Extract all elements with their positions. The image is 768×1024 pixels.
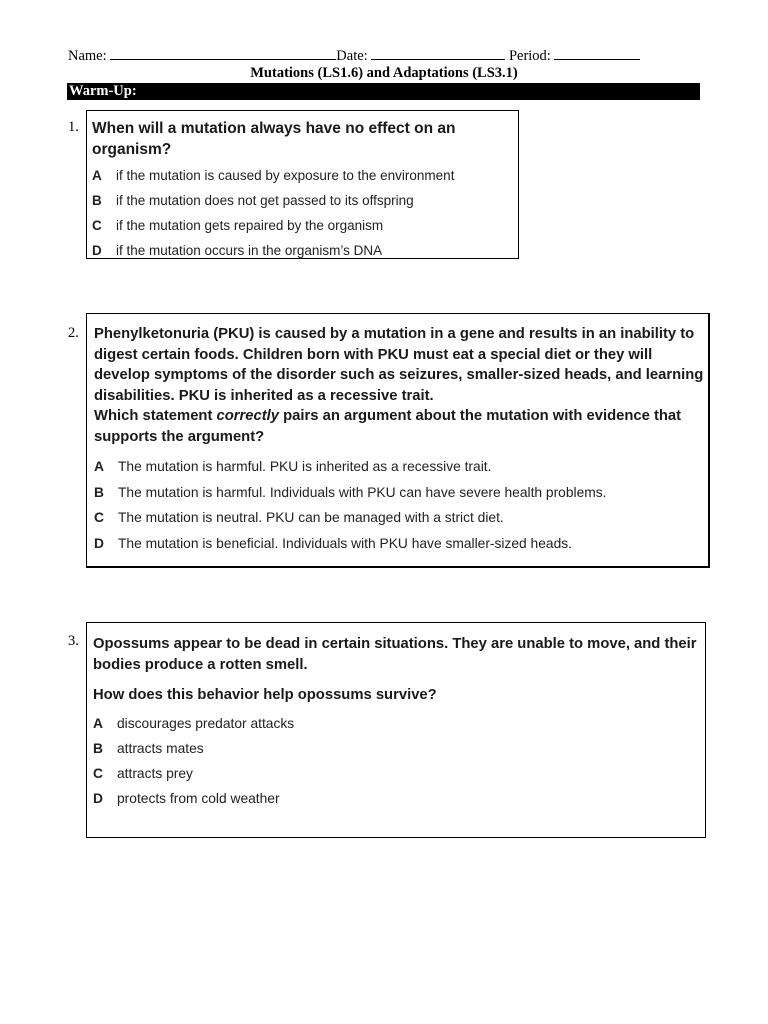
choice-text: if the mutation does not get passed to its offspring [116,193,414,208]
choice-text: if the mutation is caused by exposure to the environment [116,168,455,183]
question-stem: Phenylketonuria (PKU) is caused by a mutation in a gene and results in an inability to digest certain foods. Children born with PKU must eat a special diet or they will develop symptoms of the disorder such as seizures, smaller-sized heads, and learning disabilities. PKU is inherited as a recessive trait. [94,326,704,404]
prompt-text: Which statement [94,408,217,424]
choice-letter: C [93,765,103,781]
choice-text: discourages predator attacks [117,715,295,731]
choice-text: if the mutation gets repaired by the organism [116,218,384,233]
answer-choice-d[interactable] [93,791,705,816]
answer-choice-a[interactable] [94,459,708,485]
choice-text: attracts prey [117,765,193,781]
period-label: Period: [508,48,551,64]
choice-letter: D [92,243,102,258]
answer-choice-d[interactable] [94,536,708,562]
period-blank[interactable] [554,47,640,60]
answer-choice-a[interactable] [93,716,705,741]
question-1-box [86,110,519,259]
name-label: Name: [68,48,107,64]
answer-choice-c[interactable] [92,218,518,243]
choice-letter: B [94,484,104,500]
prompt-emphasis: correctly [216,408,280,424]
name-blank[interactable] [110,47,336,60]
question-number: 1. [68,119,79,135]
question-stem: When will a mutation always have no effect on an organism? [92,120,456,158]
choice-letter: D [93,790,103,806]
warmup-section-header: Warm-Up: [67,83,700,100]
choice-letter: A [94,459,104,474]
answer-choice-b[interactable] [92,193,518,218]
answer-choice-b[interactable] [94,485,708,511]
question-2-box [86,313,710,568]
choice-text: protects from cold weather [117,790,280,806]
choice-letter: C [92,218,102,233]
student-info-line [68,47,708,65]
answer-choice-c[interactable] [93,766,705,791]
choice-letter: B [93,740,103,756]
question-3-box [86,622,706,838]
question-number: 2. [68,325,79,341]
choice-text: The mutation is neutral. PKU can be managed with a strict diet. [118,510,504,525]
answer-choice-c[interactable] [94,510,708,536]
question-prompt: How does this behavior help opossums survive? [93,687,437,703]
date-blank[interactable] [371,47,505,60]
choice-text: The mutation is harmful. Individuals with PKU can have severe health problems. [118,484,607,500]
choice-letter: D [94,535,104,551]
question-stem: Opossums appear to be dead in certain situations. They are unable to move, and their bodies produce a rotten smell. [93,636,697,673]
choice-text: if the mutation occurs in the organism’s DNA [116,243,383,258]
prompt-text: pairs an argument about the mutation with evidence that supports the argument? [94,408,682,445]
choice-letter: B [92,193,102,208]
page-title: Mutations (LS1.6) and Adaptations (LS3.1) [250,65,518,81]
choice-letter: A [92,168,102,183]
date-label: Date: [336,48,368,64]
choice-letter: C [94,510,104,525]
answer-choice-d[interactable] [92,243,518,268]
question-prompt [94,406,708,447]
question-number: 3. [68,633,79,649]
answer-choice-b[interactable] [93,741,705,766]
choice-text: The mutation is harmful. PKU is inherited as a recessive trait. [118,459,492,474]
answer-choice-a[interactable] [92,168,518,193]
choice-text: attracts mates [117,740,204,756]
choice-letter: A [93,715,103,731]
choice-text: The mutation is beneficial. Individuals with PKU have smaller-sized heads. [118,535,572,551]
